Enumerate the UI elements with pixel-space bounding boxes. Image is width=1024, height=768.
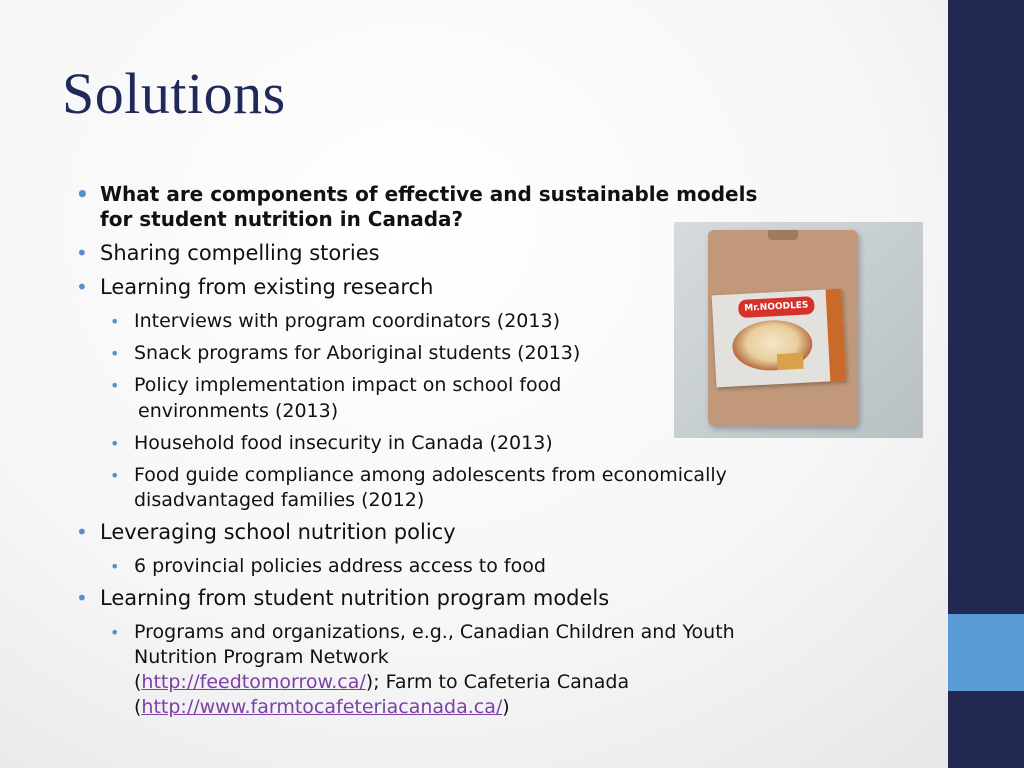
sub-bullet-snack-programs: • Snack programs for Aboriginal students (2013) (110, 341, 766, 366)
farmtocafeteria-link[interactable]: http://www.farmtocafeteriacanada.ca/ (141, 696, 503, 718)
noodle-package (712, 289, 847, 388)
programs-intro: Programs and organizations, e.g., Canadian Children and Youth Nutrition Program Network (134, 621, 735, 668)
bullet-stories: • Sharing compelling stories (76, 241, 766, 266)
sub-bullet-interviews: • Interviews with program coordinators (2013) (110, 309, 766, 334)
clipboard-clip (768, 230, 798, 240)
feedtomorrow-link[interactable]: http://feedtomorrow.ca/ (141, 671, 366, 693)
programs-mid: ); Farm to Cafeteria Canada (365, 671, 630, 693)
side-bar-accent (948, 614, 1024, 691)
paren-open-1: ( (134, 671, 142, 693)
sub-bullet-food-insecurity: • Household food insecurity in Canada (2013) (110, 431, 766, 456)
slide-title: Solutions (62, 61, 286, 126)
sub-bullet-policy-continued (110, 399, 766, 424)
sub-bullet-policy: • Policy implementation impact on school food (110, 373, 766, 398)
slide-body (76, 182, 766, 727)
bullet-research: • Learning from existing research (76, 275, 766, 300)
noodle-package-tag (777, 353, 804, 370)
sub-bullet-programs (110, 620, 766, 720)
bullet-question: • What are components of effective and sustainable models for student nutrition in Canada? (76, 182, 766, 232)
noodles-photo (674, 222, 923, 438)
bullet-policy: • Leveraging school nutrition policy (76, 520, 766, 545)
paren-open-2: ( (134, 696, 142, 718)
bullet-program-models: • Learning from student nutrition program models (76, 586, 766, 611)
sub-bullet-food-guide: • Food guide compliance among adolescents from economically disadvantaged families (2012) (110, 463, 766, 513)
paren-close: ) (502, 696, 510, 718)
sub-bullet-provincial-policies: • 6 provincial policies address access to food (110, 554, 766, 579)
noodle-package-logo: Mr.NOODLES (738, 296, 815, 318)
policy-continued-text: environments (2013) (138, 400, 339, 422)
